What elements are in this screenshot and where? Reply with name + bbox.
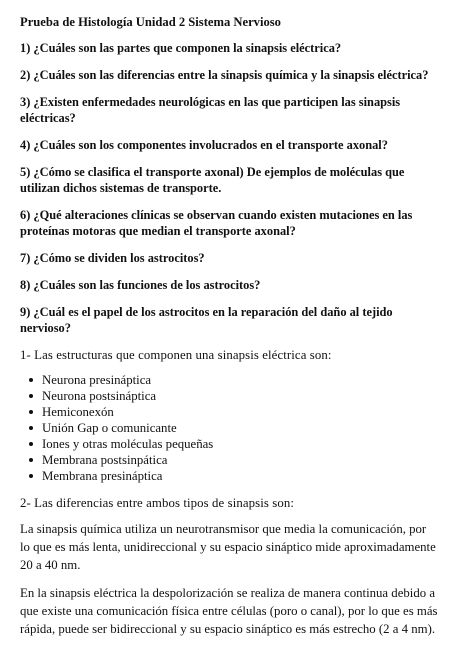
list-item: Membrana postsinpática	[42, 452, 438, 468]
question-5: 5) ¿Cómo se clasifica el transporte axonal) De ejemplos de moléculas que utilizan dichos sistemas de transporte.	[20, 165, 405, 195]
answer-2-heading: 2- Las diferencias entre ambos tipos de sinapsis son:	[20, 496, 294, 510]
list-item: Hemiconexón	[42, 404, 438, 420]
answer-1-list	[20, 372, 438, 484]
answer-1-heading: 1- Las estructuras que componen una sinapsis eléctrica son:	[20, 348, 332, 362]
question-8: 8) ¿Cuáles son las funciones de los astrocitos?	[20, 278, 261, 292]
question-3: 3) ¿Existen enfermedades neurológicas en las que participen las sinapsis eléctricas?	[20, 95, 401, 125]
document-title: Prueba de Histología Unidad 2 Sistema Nervioso	[20, 15, 281, 29]
question-2: 2) ¿Cuáles son las diferencias entre la sinapsis química y la sinapsis eléctrica?	[20, 68, 429, 82]
document-page	[20, 14, 438, 648]
question-6: 6) ¿Qué alteraciones clínicas se observan cuando existen mutaciones en las proteínas motoras que median el transporte axonal?	[20, 208, 413, 238]
question-7: 7) ¿Cómo se dividen los astrocitos?	[20, 251, 205, 265]
list-item: Membrana presináptica	[42, 468, 438, 484]
answer-2-paragraph-electrical: En la sinapsis eléctrica la despolorización se realiza de manera continua debido a que existe una comunicación física entre células (poro o canal), por lo que es más rápida, puede ser bidireccional y su espacio sináptico es más estrecho (2 a 4 nm).	[20, 586, 438, 636]
list-item: Iones y otras moléculas pequeñas	[42, 436, 438, 452]
question-1: 1) ¿Cuáles son las partes que componen la sinapsis eléctrica?	[20, 41, 342, 55]
answer-2-paragraph-chemical: La sinapsis química utiliza un neurotransmisor que media la comunicación, por lo que es más lenta, unidireccional y su espacio sináptico mide aproximadamente 20 a 40 nm.	[20, 522, 436, 572]
list-item: Neurona presináptica	[42, 372, 438, 388]
question-9: 9) ¿Cuál es el papel de los astrocitos en la reparación del daño al tejido nervioso?	[20, 305, 393, 335]
list-item: Neurona postsináptica	[42, 388, 438, 404]
question-4: 4) ¿Cuáles son los componentes involucrados en el transporte axonal?	[20, 138, 388, 152]
list-item: Unión Gap o comunicante	[42, 420, 438, 436]
